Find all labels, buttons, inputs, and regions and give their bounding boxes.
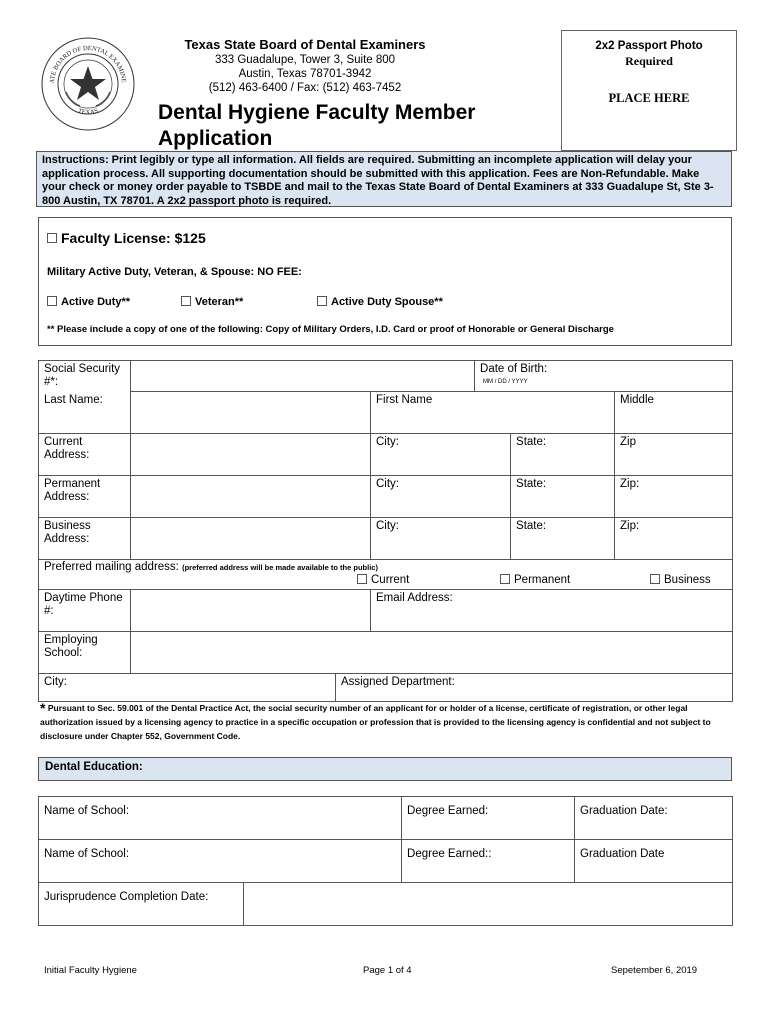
grad1-field[interactable] bbox=[575, 797, 733, 840]
military-heading: Military Active Duty, Veteran, & Spouse: NO FEE: bbox=[47, 266, 302, 278]
jurisprudence-label: Jurisprudence Completion Date: bbox=[39, 883, 244, 926]
svg-text:TEXAS: TEXAS bbox=[77, 107, 99, 117]
jurisprudence-input[interactable] bbox=[244, 883, 733, 926]
degree1-label: Degree Earned: bbox=[407, 805, 489, 817]
business-address-input[interactable] bbox=[131, 518, 371, 560]
ssn-disclosure-note: * Pursuant to Sec. 59.001 of the Dental Practice Act, the social security number of an applicant for or holder of a license, certificate of registration, or other legal authorization issued by a licensing agency to practice in a specific occupation or profession that is provided to the licensing agency is confidential and not subject to disclosure under Chapter 552, Government Code. bbox=[40, 700, 711, 741]
preferred-mailing-note: (preferred address will be made available to the public) bbox=[182, 563, 378, 572]
dental-education-header: Dental Education: bbox=[38, 757, 732, 781]
school1-label: Name of School: bbox=[44, 805, 130, 817]
grad2-label: Graduation Date bbox=[580, 848, 665, 860]
photo-label: 2x2 Passport Photo bbox=[595, 40, 703, 52]
business-state-field[interactable] bbox=[511, 518, 615, 560]
current-address-label: Current Address: bbox=[39, 434, 131, 476]
instructions-box: Instructions: Print legibly or type all information. All fields are required. Submitting an incomplete application will delay your application process. All supporting documentation should be submitted with this application. Fees are Non-Refundable. Make your check or money order payable to TSBDE and mail to the Texas State Board of Dental Examiners at 333 Guadalupe St, Ste 3-800 Austin, TX 78701. A 2x2 passport photo is required. bbox=[36, 151, 732, 207]
zip-label: Zip: bbox=[620, 520, 640, 532]
employer-city-field[interactable] bbox=[39, 674, 336, 702]
svg-text:STATE BOARD OF DENTAL EXAMINER: ATE BOARD OF DENTAL EXAMINE bbox=[48, 44, 128, 84]
dob-format-hint: MM / DD / YYYY bbox=[483, 379, 528, 385]
degree2-field[interactable] bbox=[402, 840, 575, 883]
school2-label: Name of School: bbox=[44, 848, 130, 860]
preferred-business-checkbox[interactable] bbox=[650, 574, 660, 584]
passport-photo-box[interactable] bbox=[561, 30, 737, 151]
faculty-license-checkbox[interactable] bbox=[47, 233, 57, 243]
veteran-option[interactable] bbox=[181, 296, 243, 308]
veteran-label: Veteran** bbox=[195, 296, 244, 308]
first-name-label: First Name bbox=[376, 394, 433, 406]
active-duty-checkbox[interactable] bbox=[47, 296, 57, 306]
active-duty-option[interactable] bbox=[47, 296, 130, 308]
preferred-current-option[interactable] bbox=[357, 574, 409, 587]
city-label: City: bbox=[376, 436, 399, 448]
preferred-mailing-row bbox=[39, 560, 733, 590]
current-zip-field[interactable] bbox=[615, 434, 733, 476]
preferred-permanent-label: Permanent bbox=[514, 574, 571, 586]
current-city-field[interactable] bbox=[371, 434, 511, 476]
ssn-input[interactable] bbox=[131, 361, 475, 392]
assigned-department-field[interactable] bbox=[336, 674, 733, 702]
agency-address-line1: 333 Guadalupe, Tower 3, Suite 800 bbox=[214, 54, 396, 66]
education-table bbox=[38, 796, 733, 926]
email-label: Email Address: bbox=[376, 592, 453, 604]
veteran-checkbox[interactable] bbox=[181, 296, 191, 306]
state-label: State: bbox=[516, 520, 547, 532]
preferred-business-option[interactable] bbox=[650, 574, 711, 587]
middle-name-field[interactable] bbox=[615, 392, 733, 434]
daytime-phone-input[interactable] bbox=[131, 590, 371, 632]
dob-label: Date of Birth: bbox=[480, 363, 548, 375]
preferred-current-label: Current bbox=[371, 574, 410, 586]
state-seal bbox=[40, 36, 136, 132]
preferred-permanent-option[interactable] bbox=[500, 574, 570, 587]
first-name-field[interactable] bbox=[371, 392, 615, 434]
photo-required: Required bbox=[625, 54, 673, 68]
agency-address-line2: Austin, Texas 78701-3942 bbox=[238, 68, 372, 80]
ssn-label: Social Security #*: bbox=[39, 361, 131, 392]
business-zip-field[interactable] bbox=[615, 518, 733, 560]
last-name-input[interactable] bbox=[131, 392, 371, 434]
daytime-phone-label: Daytime Phone #: bbox=[39, 590, 131, 632]
photo-place-here: PLACE HERE bbox=[608, 91, 690, 105]
current-address-input[interactable] bbox=[131, 434, 371, 476]
military-note: ** Please include a copy of one of the following: Copy of Military Orders, I.D. Card or proof of Honorable or General Discharge bbox=[47, 324, 614, 335]
employer-city-label: City: bbox=[44, 676, 67, 688]
form-title-line2: Application bbox=[158, 127, 273, 150]
grad1-label: Graduation Date: bbox=[580, 805, 668, 817]
personal-info-table bbox=[38, 360, 733, 702]
agency-phone: (512) 463-6400 / Fax: (512) 463-7452 bbox=[208, 82, 402, 94]
footer-page-number: Page 1 of 4 bbox=[363, 965, 412, 976]
dob-field[interactable] bbox=[475, 361, 733, 392]
permanent-address-input[interactable] bbox=[131, 476, 371, 518]
permanent-address-label: Permanent Address: bbox=[39, 476, 131, 518]
middle-name-label: Middle bbox=[620, 394, 654, 406]
active-duty-label: Active Duty** bbox=[61, 296, 131, 308]
preferred-permanent-checkbox[interactable] bbox=[500, 574, 510, 584]
state-label: State: bbox=[516, 478, 547, 490]
footer-date: Sepetember 6, 2019 bbox=[611, 965, 698, 976]
agency-name: Texas State Board of Dental Examiners bbox=[184, 37, 426, 52]
disclosure-text: Pursuant to Sec. 59.001 of the Dental Practice Act, the social security number of an applicant for or holder of a license, certificate of registration, or other legal authorization issued by a licensing agency to practice in a specific occupation or profession that is provided to the licensing agency is confidential and not subject to disclosure under Chapter 552, Government Code. bbox=[40, 703, 711, 741]
employing-school-label: Employing School: bbox=[39, 632, 131, 674]
spouse-option[interactable] bbox=[317, 296, 443, 308]
preferred-mailing-label: Preferred mailing address: bbox=[44, 561, 179, 573]
faculty-license-option[interactable] bbox=[47, 230, 206, 246]
last-name-label: Last Name: bbox=[39, 392, 131, 434]
permanent-state-field[interactable] bbox=[511, 476, 615, 518]
preferred-business-label: Business bbox=[664, 574, 711, 586]
business-city-field[interactable] bbox=[371, 518, 511, 560]
zip-label: Zip bbox=[620, 436, 637, 448]
grad2-field[interactable] bbox=[575, 840, 733, 883]
faculty-license-label: Faculty License: $125 bbox=[61, 230, 206, 246]
form-title-line1: Dental Hygiene Faculty Member bbox=[158, 101, 476, 124]
employing-school-input[interactable] bbox=[131, 632, 733, 674]
preferred-current-checkbox[interactable] bbox=[357, 574, 367, 584]
license-fee-section bbox=[38, 217, 732, 346]
form-title bbox=[158, 100, 518, 152]
permanent-zip-field[interactable] bbox=[615, 476, 733, 518]
footer-form-name: Initial Faculty Hygiene bbox=[44, 965, 137, 976]
school1-field[interactable] bbox=[39, 797, 402, 840]
degree2-label: Degree Earned:: bbox=[407, 848, 492, 860]
email-field[interactable] bbox=[371, 590, 733, 632]
assigned-department-label: Assigned Department: bbox=[341, 676, 455, 688]
degree1-field[interactable] bbox=[402, 797, 575, 840]
agency-header bbox=[150, 38, 460, 95]
state-label: State: bbox=[516, 436, 547, 448]
spouse-label: Active Duty Spouse** bbox=[331, 296, 443, 308]
current-state-field[interactable] bbox=[511, 434, 615, 476]
spouse-checkbox[interactable] bbox=[317, 296, 327, 306]
school2-field[interactable] bbox=[39, 840, 402, 883]
city-label: City: bbox=[376, 520, 399, 532]
permanent-city-field[interactable] bbox=[371, 476, 511, 518]
city-label: City: bbox=[376, 478, 399, 490]
business-address-label: Business Address: bbox=[39, 518, 131, 560]
zip-label: Zip: bbox=[620, 478, 640, 490]
